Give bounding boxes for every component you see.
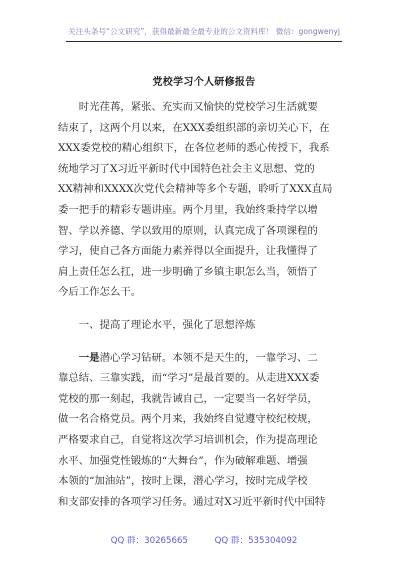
- paragraph-line: 和支部安排的各项学习任务。通过对X习近平新时代中国特: [58, 495, 326, 508]
- paragraph-line: XX精神和XXXX次党代会精神等多个专题，聆听了XXX直局: [58, 183, 333, 196]
- paragraph-line: 今后工作怎么干。: [58, 286, 142, 299]
- paragraph-line: 委一把手的精彩专题讲座。两个月里，我始终秉持学以增: [58, 203, 318, 216]
- paragraph-2: [58, 348, 362, 513]
- paragraph-line: 智、学以养德、学以致用的原则，认真完成了各项课程的: [58, 224, 318, 237]
- paragraph-line: 学习，使自己各方面能力素养得以全面提升，让我懂得了: [58, 245, 318, 258]
- paragraph-line: [58, 348, 362, 369]
- paragraph-line: 靠总结、三靠实践，而“学习”是最首要的。从走进XXX委: [58, 372, 320, 385]
- page-footer: [0, 534, 408, 546]
- paragraph-line: 做一名合格党员。两个月来，我始终自觉遵守校纪校规，: [58, 413, 318, 426]
- header-divider: [66, 41, 342, 42]
- section-heading: [58, 315, 362, 336]
- paragraph-lead: 一是: [78, 351, 100, 364]
- paragraph-line: [58, 97, 362, 118]
- paragraph-line: 结束了，这两个月以来，在XXX委组织部的亲切关心下，在: [58, 121, 330, 134]
- document-body: [58, 97, 362, 512]
- paragraph-line: 严格要求自己，自觉将这次学习培训机会，作为提高理论: [58, 433, 318, 446]
- paragraph-line: 党校的那一刻起，我就告诫自己，一定要当一名好学员，: [58, 392, 318, 405]
- paragraph-line: 肩上责任怎么扛，进一步明确了乡镇主职怎么当，领悟了: [58, 265, 318, 278]
- document-title: 党校学习个人研修报告: [152, 77, 256, 88]
- paragraph-line: XXX委党校的精心组织下，在各位老师的悉心传授下，我系: [58, 142, 330, 155]
- paragraph-line: 统地学习了X习近平新时代中国特色社会主义思想、党的: [58, 162, 315, 175]
- qq-group-2: QQ 群：535304092: [214, 536, 298, 546]
- line-text: 时光荏苒，紧张、充实而又愉快的党校学习生活就要: [78, 101, 318, 113]
- section-heading-text: 一、提高了理论水平，强化了思想淬炼: [78, 318, 256, 331]
- paragraph-line: 本领的“加油站”，按时上课，潜心学习，按时完成学校: [58, 475, 308, 488]
- paragraph-1: [58, 97, 362, 303]
- qq-group-1: QQ 群：30265665: [110, 536, 188, 546]
- spacer: [58, 336, 362, 348]
- line-text: 潜心学习钻研。本领不是天生的，一靠学习、二: [99, 351, 318, 364]
- paragraph-line: 水平、加强党性锻炼的“大舞台”，作为破解难题、增强: [58, 454, 308, 467]
- page-header-notice: 关注头条号“公文研究”，获得最新最全最专业的公文资料库！ 微信：gongwenyj: [68, 27, 340, 36]
- spacer: [58, 303, 362, 315]
